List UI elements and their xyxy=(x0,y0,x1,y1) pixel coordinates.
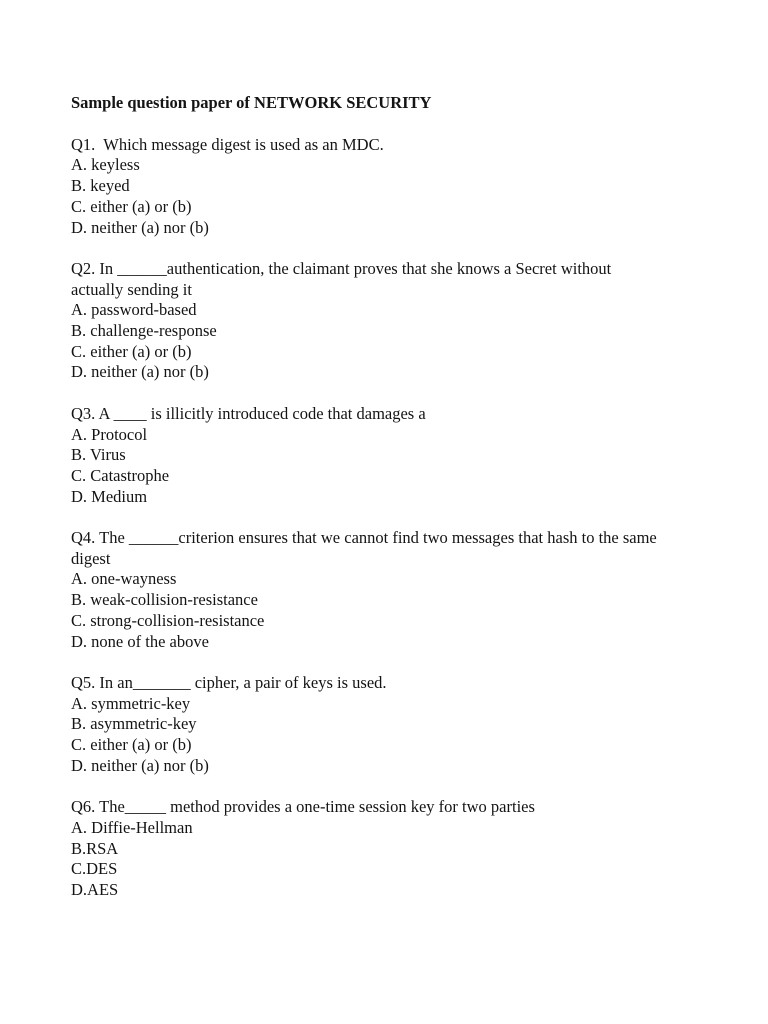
option-b: B. asymmetric-key xyxy=(71,714,197,734)
option-d: D. neither (a) nor (b) xyxy=(71,362,209,382)
option-c: C. either (a) or (b) xyxy=(71,196,192,216)
paper-title: Sample question paper of NETWORK SECURITY xyxy=(71,93,432,112)
question-text: Q5. In an_______ cipher, a pair of keys is used. xyxy=(71,672,387,692)
option-b: B. challenge-response xyxy=(71,321,217,341)
option-a: A. password-based xyxy=(71,300,197,320)
question-5 xyxy=(71,673,711,777)
option-a: A. Diffie-Hellman xyxy=(71,817,193,837)
option-d: D. neither (a) nor (b) xyxy=(71,217,209,237)
option-d: D. none of the above xyxy=(71,631,209,651)
option-b: B. Virus xyxy=(71,445,126,465)
option-c: C. either (a) or (b) xyxy=(71,735,192,755)
question-6 xyxy=(71,797,711,901)
question-2 xyxy=(71,259,711,383)
option-d: D. neither (a) nor (b) xyxy=(71,755,209,775)
question-text: Q6. The_____ method provides a one-time session key for two parties xyxy=(71,797,535,817)
question-1 xyxy=(71,135,711,239)
question-3 xyxy=(71,404,711,508)
option-b: B. keyed xyxy=(71,176,130,196)
option-c: C. strong-collision-resistance xyxy=(71,610,265,630)
question-text-continued: actually sending it xyxy=(71,279,192,299)
question-text-continued: digest xyxy=(71,548,111,568)
option-a: A. symmetric-key xyxy=(71,693,191,713)
option-c: C. either (a) or (b) xyxy=(71,341,192,361)
option-b: B.RSA xyxy=(71,838,119,858)
option-d: D. Medium xyxy=(71,486,148,506)
option-c: C. Catastrophe xyxy=(71,465,170,485)
option-d: D.AES xyxy=(71,879,119,899)
question-text: Q4. The ______criterion ensures that we cannot find two messages that hash to the same xyxy=(71,528,657,548)
question-paper xyxy=(71,93,711,921)
question-text: Q2. In ______authentication, the claimant proves that she knows a Secret without xyxy=(71,258,612,278)
option-a: A. Protocol xyxy=(71,424,148,444)
option-c: C.DES xyxy=(71,859,118,879)
option-b: B. weak-collision-resistance xyxy=(71,590,258,610)
question-4 xyxy=(71,528,711,652)
option-a: A. keyless xyxy=(71,155,140,175)
question-text: Q1. Which message digest is used as an MDC. xyxy=(71,134,384,154)
option-a: A. one-wayness xyxy=(71,569,177,589)
question-text: Q3. A ____ is illicitly introduced code that damages a xyxy=(71,403,426,423)
